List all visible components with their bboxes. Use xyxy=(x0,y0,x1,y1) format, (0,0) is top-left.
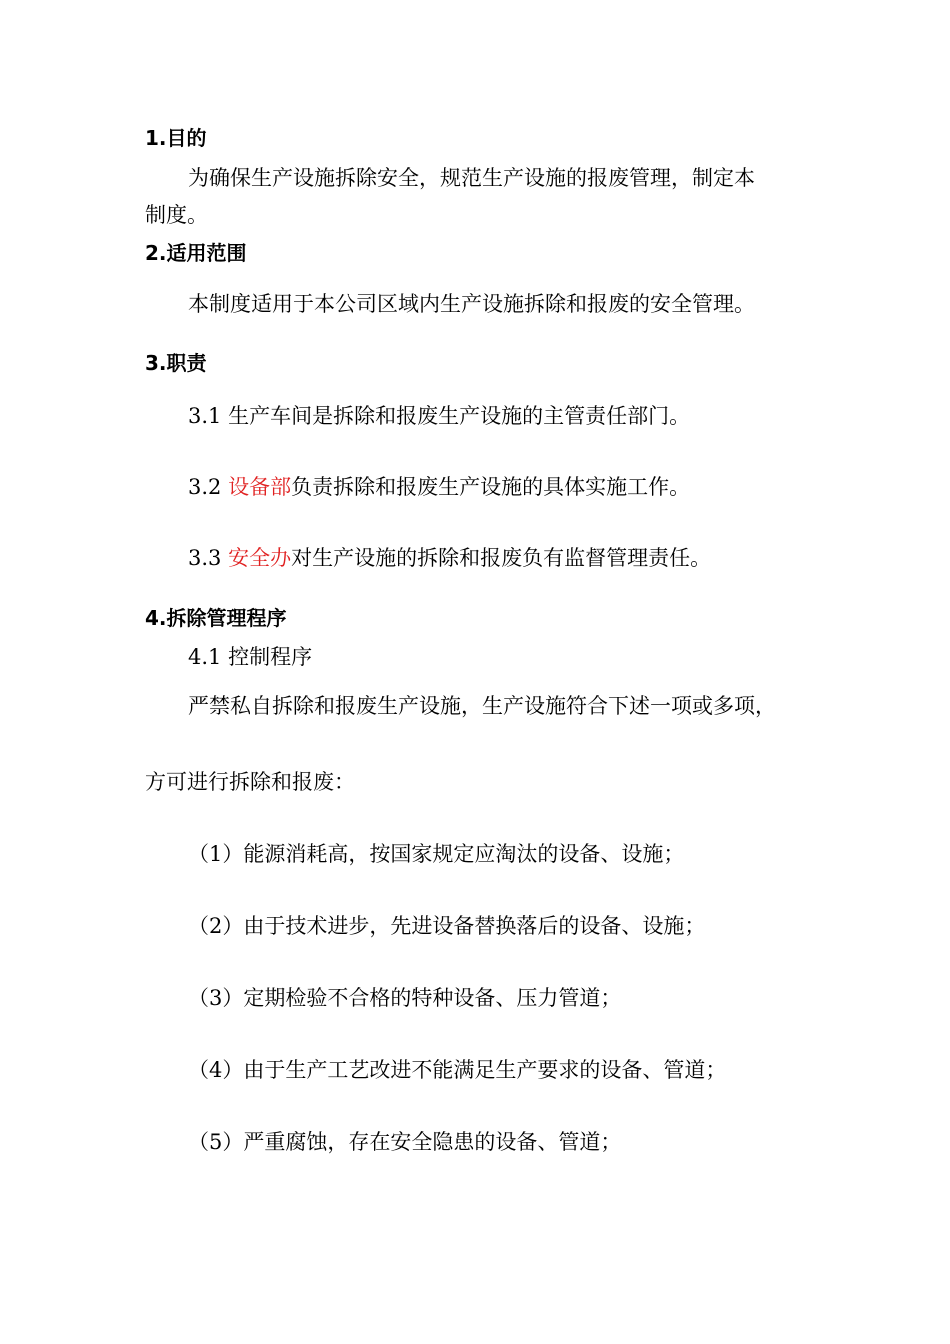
section-3-title: 3.职责 xyxy=(145,351,207,375)
section-2-title: 2.适用范围 xyxy=(145,241,247,265)
section-3-3 xyxy=(188,543,950,573)
section-2-text: 本制度适用于本公司区域内生产设施拆除和报废的安全管理。 xyxy=(188,292,755,316)
section-3-3-department: 安全办 xyxy=(228,546,292,570)
section-4-text-line1: 严禁私自拆除和报废生产设施，生产设施符合下述一项或多项， xyxy=(188,694,776,718)
section-4-text-line2: 方可进行拆除和报废： xyxy=(145,770,355,794)
section-1-text-line2: 制度。 xyxy=(145,203,208,227)
section-3-2-number: 3.2 xyxy=(188,475,229,499)
section-3-2 xyxy=(188,472,950,502)
section-1-title: 1.目的 xyxy=(145,126,207,150)
section-3-2-text: 负责拆除和报废生产设施的具体实施工作。 xyxy=(291,475,691,499)
list-item: （5）严重腐蚀，存在安全隐患的设备、管道； xyxy=(188,1130,622,1154)
section-1-text-line1: 为确保生产设施拆除安全，规范生产设施的报废管理，制定本 xyxy=(188,166,755,190)
section-3-1: 3.1 生产车间是拆除和报废生产设施的主管责任部门。 xyxy=(188,404,691,428)
section-3-3-number: 3.3 xyxy=(188,546,229,570)
list-item: （3）定期检验不合格的特种设备、压力管道； xyxy=(188,986,622,1010)
section-3-3-text: 对生产设施的拆除和报废负有监督管理责任。 xyxy=(291,546,712,570)
section-4-title: 4.拆除管理程序 xyxy=(145,606,287,630)
list-item: （2）由于技术进步，先进设备替换落后的设备、设施； xyxy=(188,914,706,938)
list-item: （1）能源消耗高，按国家规定应淘汰的设备、设施； xyxy=(188,842,685,866)
section-4-1: 4.1 控制程序 xyxy=(188,645,313,669)
list-item: （4）由于生产工艺改进不能满足生产要求的设备、管道； xyxy=(188,1058,727,1082)
section-3-2-department: 设备部 xyxy=(228,475,292,499)
